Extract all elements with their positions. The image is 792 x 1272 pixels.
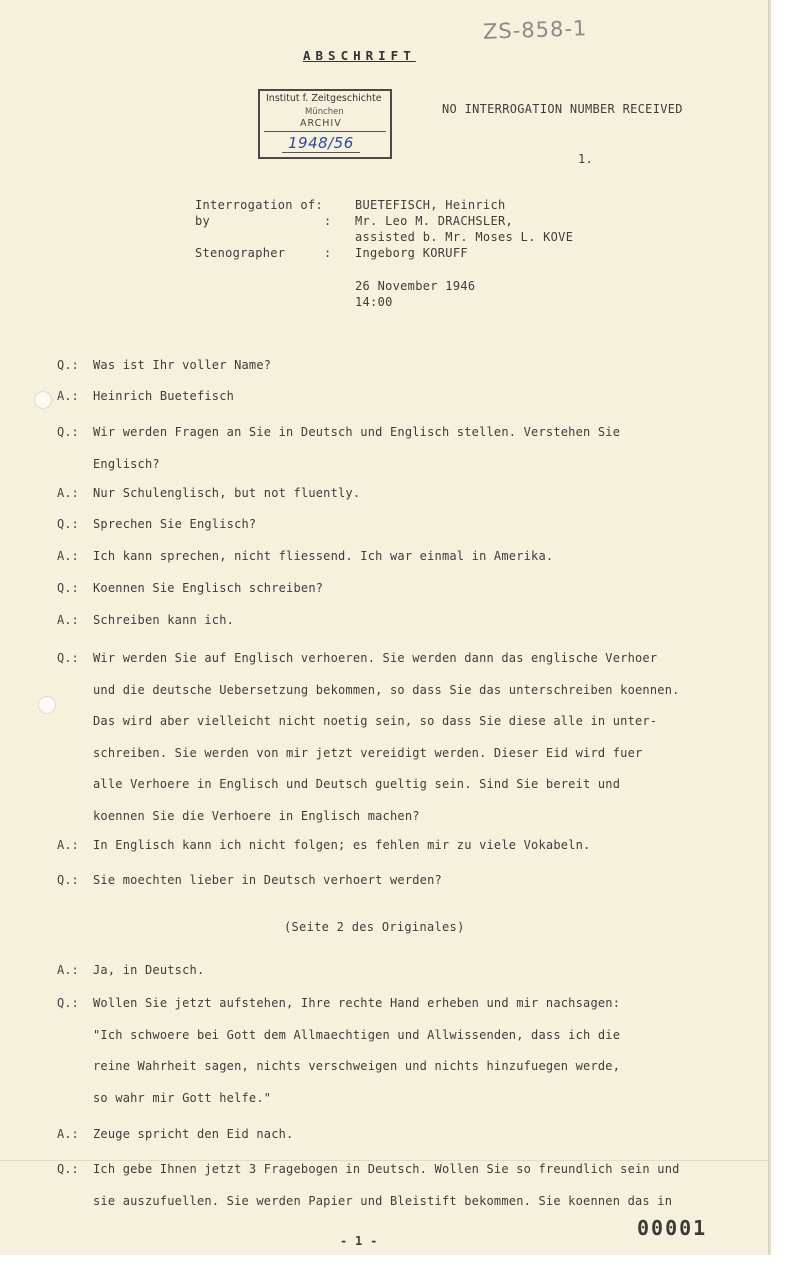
dialogue-line: koennen Sie die Verhoere in Englisch machen?: [93, 808, 420, 823]
speaker-label: Q.:: [57, 996, 79, 1010]
stamp-institution: Institut f. Zeitgeschichte: [266, 93, 382, 104]
speaker-label: Q.:: [57, 651, 79, 665]
dialogue-line: Sprechen Sie Englisch?: [93, 517, 257, 531]
speaker-label: A.:: [57, 486, 79, 500]
speaker-label: Q.:: [57, 425, 79, 439]
dialogue-line: Ich gebe Ihnen jetzt 3 Fragebogen in Deutsch. Wollen Sie so freundlich sein und: [93, 1162, 680, 1176]
dialogue-line: Wir werden Sie auf Englisch verhoeren. Sie werden dann das englische Verhoer: [93, 651, 658, 665]
interrogation-time: 14:00: [355, 295, 393, 309]
dialogue-line: schreiben. Sie werden von mir jetzt vereidigt werden. Dieser Eid wird fuer: [93, 745, 643, 760]
by-value-line-2: assisted b. Mr. Moses L. KOVE: [355, 230, 574, 244]
punch-hole-icon: [34, 391, 52, 409]
speaker-label: A.:: [57, 389, 79, 403]
speaker-label: A.:: [57, 613, 79, 627]
by-colon: :: [324, 214, 332, 228]
dialogue-line: Wir werden Fragen an Sie in Deutsch und Englisch stellen. Verstehen Sie: [93, 425, 621, 439]
dialogue-line: Das wird aber vielleicht nicht noetig sein, so dass Sie diese alle in unter-: [93, 714, 658, 728]
dialogue-line: In Englisch kann ich nicht folgen; es fehlen mir zu viele Vokabeln.: [93, 838, 591, 852]
by-label: by: [195, 214, 211, 228]
by-value-line-1: Mr. Leo M. DRACHSLER,: [355, 214, 514, 228]
speaker-label: Q.:: [57, 581, 79, 595]
page-number: - 1 -: [340, 1234, 378, 1248]
interrogation-date: 26 November 1946: [355, 279, 476, 293]
speaker-label: Q.:: [57, 873, 79, 887]
speaker-label: Q.:: [57, 358, 79, 372]
dialogue-line: "Ich schwoere bei Gott dem Allmaechtigen und Allwissenden, dass ich die: [93, 1027, 621, 1042]
speaker-label: Q.:: [57, 517, 79, 531]
speaker-label: A.:: [57, 1127, 79, 1141]
stenographer-colon: :: [324, 246, 332, 260]
dialogue-line: Heinrich Buetefisch: [93, 389, 235, 403]
dialogue-line: Ich kann sprechen, nicht fliessend. Ich war einmal in Amerika.: [93, 549, 554, 563]
dialogue-line: Koennen Sie Englisch schreiben?: [93, 581, 324, 595]
dialogue-line: alle Verhoere in Englisch und Deutsch gueltig sein. Sind Sie bereit und: [93, 777, 621, 791]
interrogation-value: BUETEFISCH, Heinrich: [355, 198, 506, 212]
interrogation-label: Interrogation of:: [195, 198, 323, 212]
stamp-city: München: [305, 107, 344, 117]
dialogue-line: Ja, in Deutsch.: [93, 963, 205, 977]
speaker-label: Q.:: [57, 1162, 79, 1176]
dialogue-line: Sie moechten lieber in Deutsch verhoert werden?: [93, 873, 442, 887]
speaker-label: A.:: [57, 549, 79, 563]
stamp-divider: [264, 131, 386, 132]
handwritten-archive-number: ZS-858-1: [482, 16, 588, 44]
dialogue-line: Zeuge spricht den Eid nach.: [93, 1127, 294, 1141]
dialogue-line: so wahr mir Gott helfe.": [93, 1090, 272, 1105]
dialogue-line: und die deutsche Uebersetzung bekommen, so dass Sie das unterschreiben koennen.: [93, 682, 680, 697]
dialogue-line: Was ist Ihr voller Name?: [93, 358, 272, 372]
speaker-label: A.:: [57, 838, 79, 852]
speaker-label: A.:: [57, 963, 79, 977]
document-title: ABSCHRIFT: [303, 48, 416, 63]
stamp-archive: ARCHIV: [300, 118, 342, 129]
dialogue-line: Nur Schulenglisch, but not fluently.: [93, 486, 361, 500]
stenographer-value: Ingeborg KORUFF: [355, 246, 468, 260]
document-number: 00001: [637, 1216, 708, 1240]
dialogue-line: reine Wahrheit sagen, nichts verschweigen und nichts hinzufuegen werde,: [93, 1059, 621, 1073]
dialogue-line: Englisch?: [93, 456, 160, 471]
dialogue-line: Wollen Sie jetzt aufstehen, Ihre rechte Hand erheben und mir nachsagen:: [93, 996, 621, 1010]
stamp-number: 1948/56: [282, 134, 360, 153]
section-note: (Seite 2 des Originales): [284, 920, 465, 934]
punch-hole-icon: [38, 696, 56, 714]
page-marker: 1.: [578, 152, 594, 166]
dialogue-line: Schreiben kann ich.: [93, 613, 235, 627]
interrogation-notice: NO INTERROGATION NUMBER RECEIVED: [442, 102, 683, 116]
stenographer-label: Stenographer: [195, 246, 286, 260]
dialogue-line: sie auszufuellen. Sie werden Papier und Bleistift bekommen. Sie koennen das in: [93, 1193, 673, 1208]
archive-stamp: [258, 89, 392, 159]
